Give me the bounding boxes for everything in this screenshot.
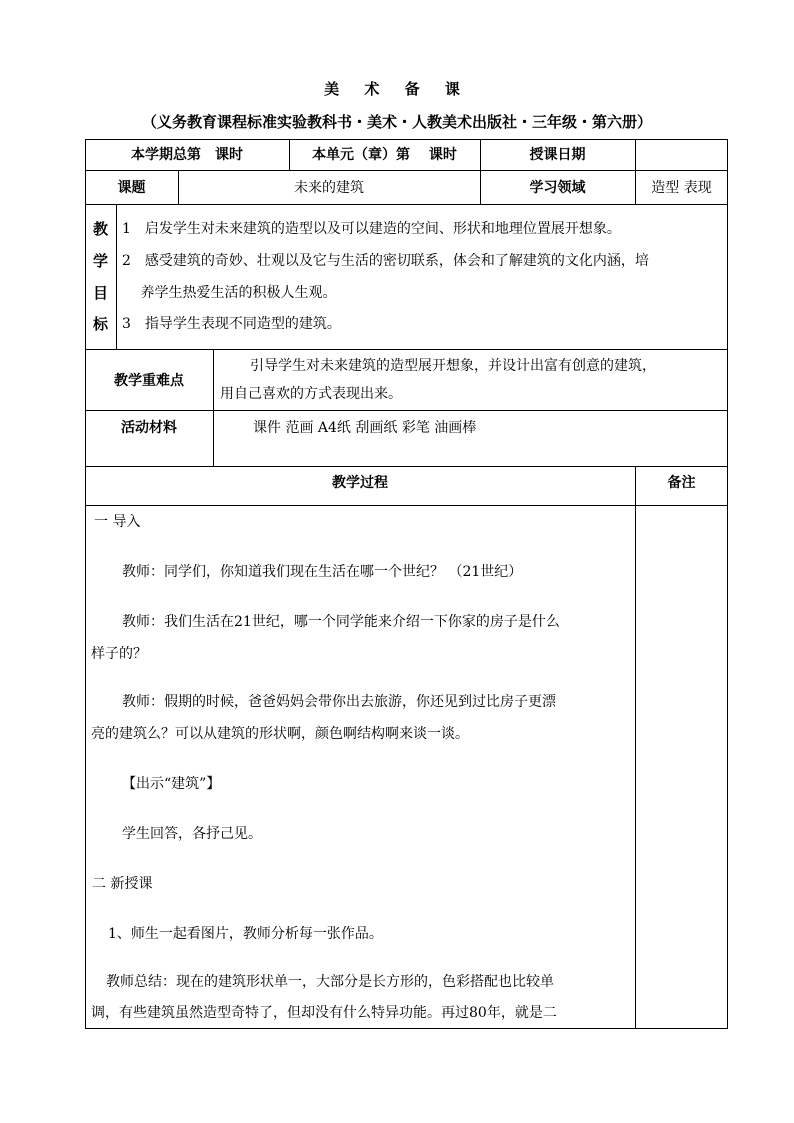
page-title: 美 术 备 课 [324,80,470,98]
date-label: 授课日期 [529,147,586,163]
row-divider [85,505,728,506]
unit-lessons-label: 本单元（章）第 课时 [312,147,457,163]
materials-label: 活动材料 [121,420,177,436]
process-line: 教师：假期的时候，爸爸妈妈会带你出去旅游，你还见到过比房子更漂 [122,694,556,710]
topic-label: 课题 [117,180,146,196]
process-line: 样子的？ [91,646,147,662]
key-points-line: 用自己喜欢的方式表现出来。 [220,386,402,402]
domain-label: 学习领域 [529,180,586,196]
total-lessons-label: 本学期总第 课时 [131,147,243,163]
process-line: 1、师生一起看图片，教师分析每一张作品。 [108,926,383,942]
page-subtitle: （义务教育课程标准实验教科书・美术・人教美术出版社・三年级・第六册） [141,113,652,131]
process-section-heading: 一 导入 [94,514,141,530]
process-line: 教师：我们生活在21世纪，哪一个同学能来介绍一下你家的房子是什么 [122,614,560,630]
lesson-plan-table [85,139,728,1029]
objectives-label-char: 学 [92,252,108,270]
objective-line: 1 启发学生对未来建筑的造型以及可以建造的空间、形状和地理位置展开想象。 [122,221,621,237]
process-line: 教师总结：现在的建筑形状单一，大部分是长方形的，色彩搭配也比较单 [106,974,554,990]
objective-line: 2 感受建筑的奇妙、壮观以及它与生活的密切联系，体会和了解建筑的文化内涵，培 [122,253,649,269]
process-line: 学生回答，各抒己见。 [122,826,262,842]
objectives-label-char: 教 [92,220,108,238]
materials-value: 课件 范画 A4纸 刮画纸 彩笔 油画棒 [253,420,477,436]
key-points-label: 教学重难点 [114,373,184,389]
row-divider [85,170,728,171]
col-divider [635,466,636,1029]
col-divider [116,204,117,349]
col-divider [213,349,214,466]
objective-line: 养学生热爱生活的积极人生观。 [122,285,337,301]
objective-line: 3 指导学生表现不同造型的建筑。 [122,316,341,332]
objectives-label-char: 目 [92,284,108,302]
row-divider [85,466,728,467]
domain-value: 造型 表现 [651,180,712,196]
objectives-label-char: 标 [92,315,108,333]
process-line: 亮的建筑么？可以从建筑的形状啊，颜色啊结构啊来谈一谈。 [91,726,469,742]
notes-label: 备注 [667,475,696,491]
row-divider [85,349,728,350]
topic-value: 未来的建筑 [294,180,364,196]
process-section-heading: 二 新授课 [92,876,153,892]
row-divider [85,410,728,411]
process-label: 教学过程 [332,475,388,491]
row-divider [85,204,728,205]
key-points-line: 引导学生对未来建筑的造型展开想象，并设计出富有创意的建筑， [250,358,656,374]
process-line: 【出示“建筑”】 [122,776,221,792]
process-line: 教师：同学们，你知道我们现在生活在哪一个世纪？ （21世纪） [122,564,523,580]
process-line: 调，有些建筑虽然造型奇特了，但却没有什么特异功能。再过80年，就是二 [91,1005,557,1021]
